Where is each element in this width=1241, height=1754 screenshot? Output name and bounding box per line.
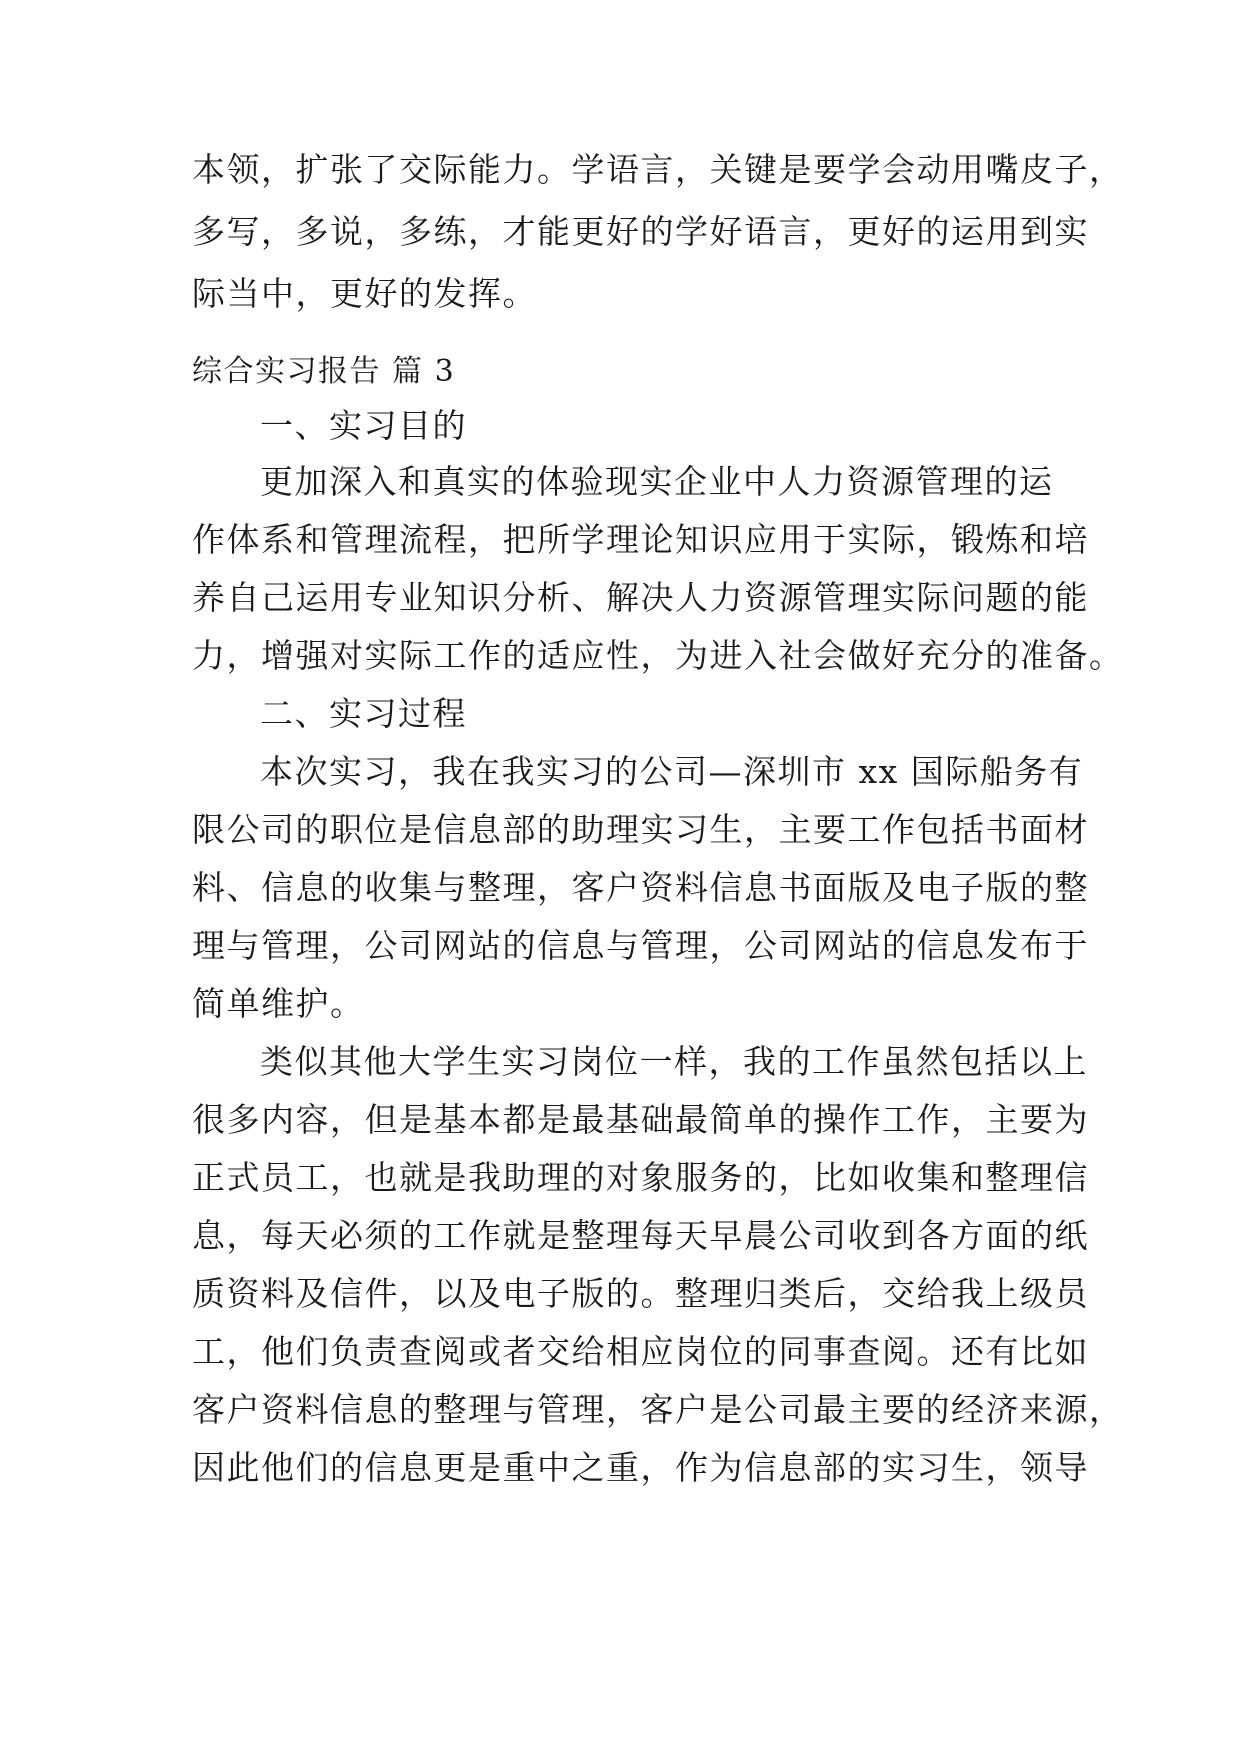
paragraph-1-line-3: 际当中，更好的发挥。 [192,274,537,313]
paragraph-4-line-6: 工，他们负责查阅或者交给相应岗位的同事查阅。还有比如 [192,1332,1089,1371]
paragraph-3-line-3: 料、信息的收集与整理，客户资料信息书面版及电子版的整 [192,868,1089,907]
heading-process: 二、实习过程 [260,694,467,733]
paragraph-4-line-4: 息，每天必须的工作就是整理每天早晨公司收到各方面的纸 [192,1216,1089,1255]
paragraph-4-line-1: 类似其他大学生实习岗位一样，我的工作虽然包括以上 [260,1042,1088,1081]
paragraph-3-line-2: 限公司的职位是信息部的助理实习生，主要工作包括书面材 [192,810,1089,849]
section-title: 综合实习报告 篇 3 [192,354,456,389]
paragraph-3-line-1: 本次实习，我在我实习的公司—深圳市 xx 国际船务有 [260,752,1084,791]
paragraph-4-line-5: 质资料及信件，以及电子版的。整理归类后，交给我上级员 [192,1274,1089,1313]
paragraph-3-line-4: 理与管理，公司网站的信息与管理，公司网站的信息发布于 [192,926,1089,965]
paragraph-3-line-5: 简单维护。 [192,984,365,1023]
paragraph-1-line-2: 多写，多说，多练，才能更好的学好语言，更好的运用到实 [192,212,1089,251]
paragraph-4-line-2: 很多内容，但是基本都是最基础最简单的操作工作，主要为 [192,1100,1089,1139]
paragraph-2-line-2: 作体系和管理流程，把所学理论知识应用于实际，锻炼和培 [192,520,1089,559]
paragraph-4-line-7: 客户资料信息的整理与管理，客户是公司最主要的经济来源， [192,1390,1124,1429]
paragraph-2-line-3: 养自己运用专业知识分析、解决人力资源管理实际问题的能 [192,578,1089,617]
paragraph-2-line-1: 更加深入和真实的体验现实企业中人力资源管理的运 [260,462,1054,501]
paragraph-2-line-4: 力，增强对实际工作的适应性，为进入社会做好充分的准备。 [192,636,1124,675]
heading-purpose: 一、实习目的 [260,406,467,445]
document-page [192,0,1124,1754]
paragraph-1-line-1: 本领，扩张了交际能力。学语言，关键是要学会动用嘴皮子， [192,150,1124,189]
paragraph-4-line-8: 因此他们的信息更是重中之重，作为信息部的实习生，领导 [192,1448,1089,1487]
paragraph-4-line-3: 正式员工，也就是我助理的对象服务的，比如收集和整理信 [192,1158,1089,1197]
